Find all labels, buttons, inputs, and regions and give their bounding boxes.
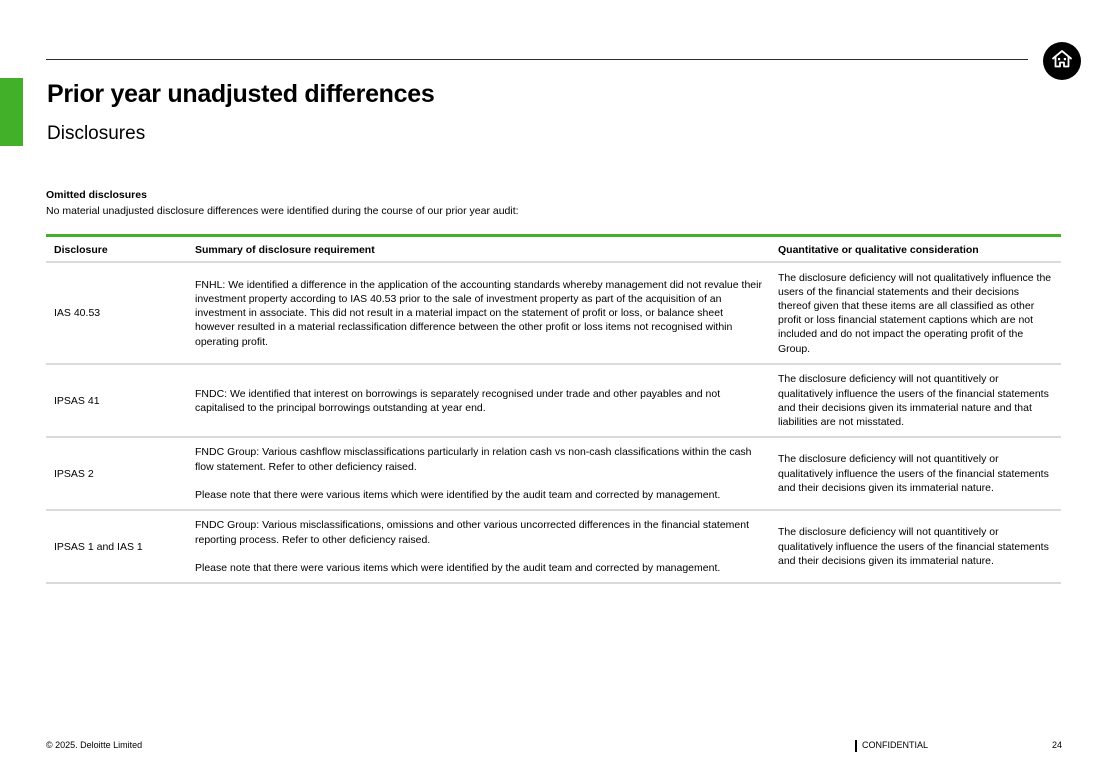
cell-consideration: The disclosure deficiency will not qualitatively influence the users of the financial statements and their decisions thereof given that these items are all classified as other profit or loss financial statement captions which are not included and do not impact the operating profit of the Group. <box>770 262 1061 364</box>
disclosures-table <box>46 234 1061 584</box>
cell-summary <box>187 364 770 437</box>
cell-consideration: The disclosure deficiency will not quantitively or qualitatively influence the users of the financial statements and their decisions given its immaterial nature. <box>770 437 1061 510</box>
table-row <box>46 437 1061 510</box>
section-intro: No material unadjusted disclosure differences were identified during the course of our prior year audit: <box>46 205 519 217</box>
page-subtitle: Disclosures <box>47 123 146 144</box>
cell-disclosure: IPSAS 2 <box>46 437 187 510</box>
title-accent-bar <box>0 78 23 146</box>
summary-paragraph: FNDC Group: Various misclassifications, omissions and other various uncorrected differences in the financial statement reporting process. Refer to other deficiency raised. <box>195 519 750 546</box>
page-title: Prior year unadjusted differences <box>47 80 435 108</box>
cell-disclosure: IAS 40.53 <box>46 262 187 364</box>
footer-classification: CONFIDENTIAL <box>862 740 929 750</box>
section-heading: Omitted disclosures <box>46 189 147 201</box>
cell-summary <box>187 510 770 583</box>
footer-copyright: © 2025. Deloitte Limited <box>46 740 143 750</box>
summary-paragraph: FNHL: We identified a difference in the application of the accounting standards whereby management did not revalue their investment property according to IAS 40.53 prior to the sale of investment property as part of the acquisition of an investment in associate. This did not result in a material impact on the statement of profit or loss, or balance sheet however resulted in a material reclassification difference between the other profit or loss items not recognised within operating profit. <box>195 278 762 348</box>
table-row <box>46 510 1061 583</box>
page-number: 24 <box>1052 740 1063 750</box>
header-rule <box>46 59 1028 60</box>
cell-consideration: The disclosure deficiency will not quantitively or qualitatively influence the users of the financial statements and their decisions given its immaterial nature and that liabilities are not misstated. <box>770 364 1061 437</box>
table-header-row <box>46 236 1061 263</box>
cell-summary <box>187 262 770 364</box>
column-header-consideration: Quantitative or qualitative consideration <box>770 236 1061 263</box>
home-icon <box>1050 47 1074 76</box>
footer-separator <box>855 740 857 752</box>
summary-paragraph: FNDC Group: Various cashflow misclassifications particularly in relation cash vs non-cash classifications within the cash flow statement. Refer to other deficiency raised. <box>195 446 752 473</box>
summary-note: Please note that there were various items which were identified by the audit team and corrected by management. <box>195 488 721 501</box>
table-row <box>46 262 1061 364</box>
column-header-disclosure: Disclosure <box>46 236 187 263</box>
cell-consideration: The disclosure deficiency will not quantitively or qualitatively influence the users of the financial statements and their decisions given its immaterial nature. <box>770 510 1061 583</box>
home-button[interactable] <box>1043 42 1081 80</box>
summary-paragraph: FNDC: We identified that interest on borrowings is separately recognised under trade and other payables and not capitalised to the principal borrowings outstanding at year end. <box>195 387 721 414</box>
cell-summary <box>187 437 770 510</box>
cell-disclosure: IPSAS 41 <box>46 364 187 437</box>
column-header-summary: Summary of disclosure requirement <box>187 236 770 263</box>
summary-note: Please note that there were various items which were identified by the audit team and corrected by management. <box>195 561 721 574</box>
table-row <box>46 364 1061 437</box>
cell-disclosure: IPSAS 1 and IAS 1 <box>46 510 187 583</box>
